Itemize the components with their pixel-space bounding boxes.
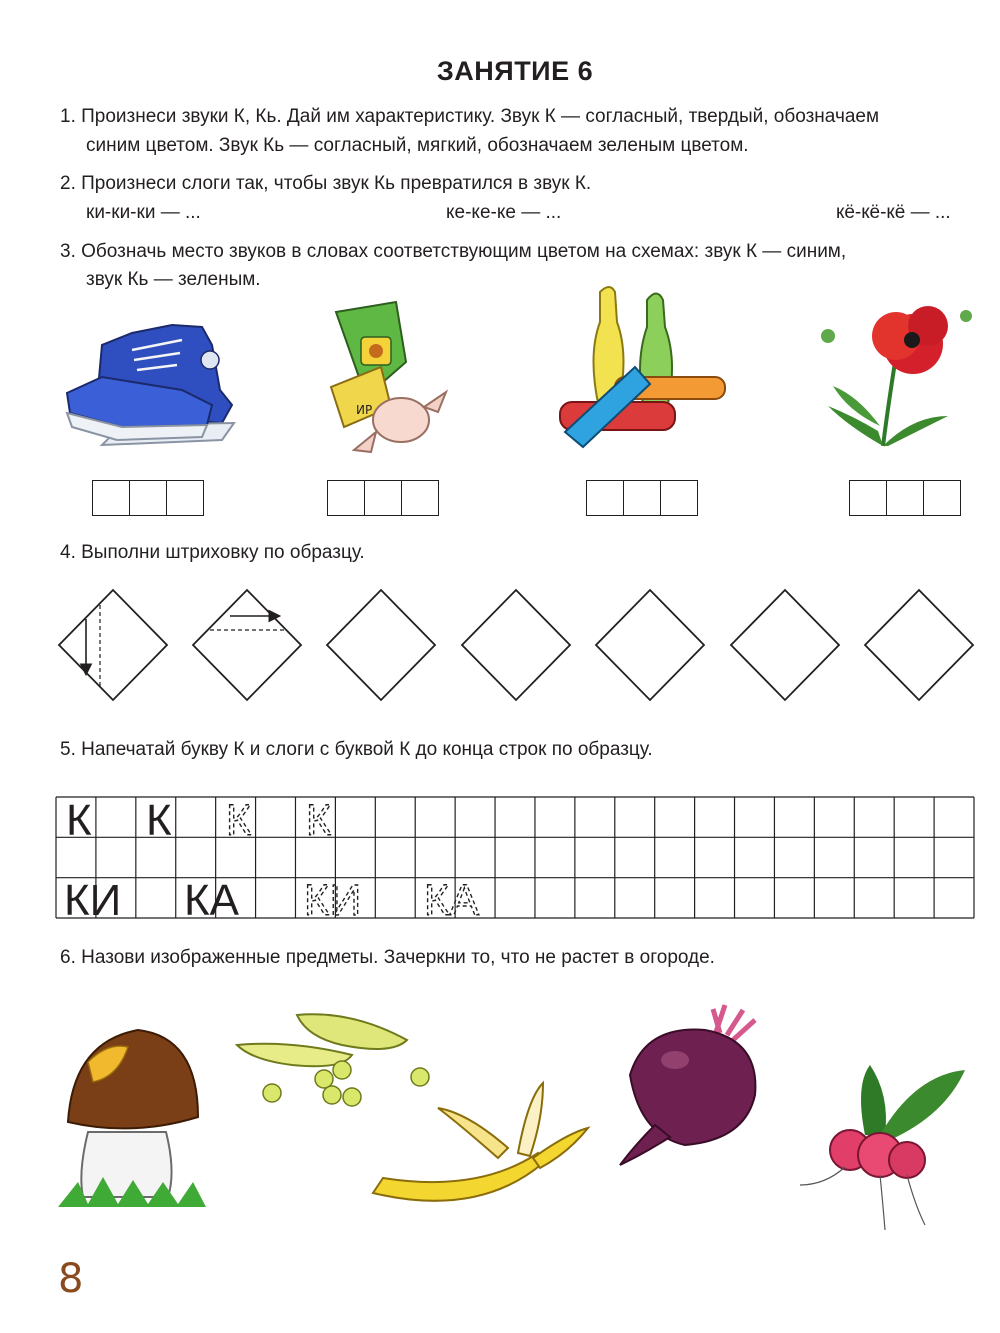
sample-letter-k-2: К: [146, 796, 172, 845]
task-4-line-1: 4. Выполни штриховку по образцу.: [60, 542, 365, 563]
banana-picture: [368, 1078, 593, 1213]
task-6-line-1: 6. Назови изображенные предметы. Зачеркни то, что не растет в огороде.: [60, 947, 715, 968]
radish-picture: [795, 1055, 970, 1235]
poppy-picture: [818, 296, 973, 454]
sample-syllable-ki: КИ: [64, 876, 122, 925]
task-5-line-1: 5. Напечатай букву К и слоги с буквой К до конца строк по образцу.: [60, 739, 653, 760]
task-3-line-2: звук Кь — зеленым.: [86, 269, 261, 290]
skittles-picture: [555, 282, 730, 452]
task-3-line-1: 3. Обозначь место звуков в словах соответствующим цветом на схемах: звук К — синим,: [60, 241, 847, 262]
candy-wrapper-label: ИР: [356, 403, 373, 417]
trace-syllable-ka: КА: [424, 876, 479, 925]
task-2-line-1: 2. Произнеси слоги так, чтобы звук Кь превратился в звук К.: [60, 173, 592, 194]
sneakers-picture: [62, 305, 242, 450]
page-number: 8: [58, 1256, 84, 1302]
syllable-ki: ки-ки-ки — ...: [86, 202, 201, 223]
sample-syllable-ka: КА: [184, 876, 239, 925]
task-1-line-1: 1. Произнеси звуки К, Кь. Дай им характеристику. Звук К — согласный, твердый, обозначаем: [60, 106, 880, 127]
trace-syllable-ki: КИ: [304, 876, 362, 925]
syllable-kyo: кё-кё-кё — ...: [836, 202, 951, 223]
syllable-ke: ке-ке-ке — ...: [446, 202, 562, 223]
trace-letter-k-2: К: [306, 796, 332, 845]
writing-grid[interactable]: [56, 796, 974, 925]
trace-letter-k-1: К: [226, 796, 252, 845]
candies-picture: [326, 302, 451, 467]
sound-scheme-1[interactable]: [92, 480, 204, 516]
sound-scheme-4[interactable]: [849, 480, 961, 516]
lesson-title: ЗАНЯТИЕ 6: [436, 56, 594, 86]
task-1-line-2: синим цветом. Звук Кь — согласный, мягкий, обозначаем зеленым цветом.: [86, 135, 749, 156]
sound-scheme-2[interactable]: [327, 480, 439, 516]
hatching-rhombi[interactable]: [0, 585, 1000, 710]
mushroom-picture: [58, 1022, 208, 1212]
sound-scheme-3[interactable]: [586, 480, 698, 516]
beetroot-picture: [615, 1005, 765, 1170]
sample-letter-k-1: К: [66, 796, 92, 845]
